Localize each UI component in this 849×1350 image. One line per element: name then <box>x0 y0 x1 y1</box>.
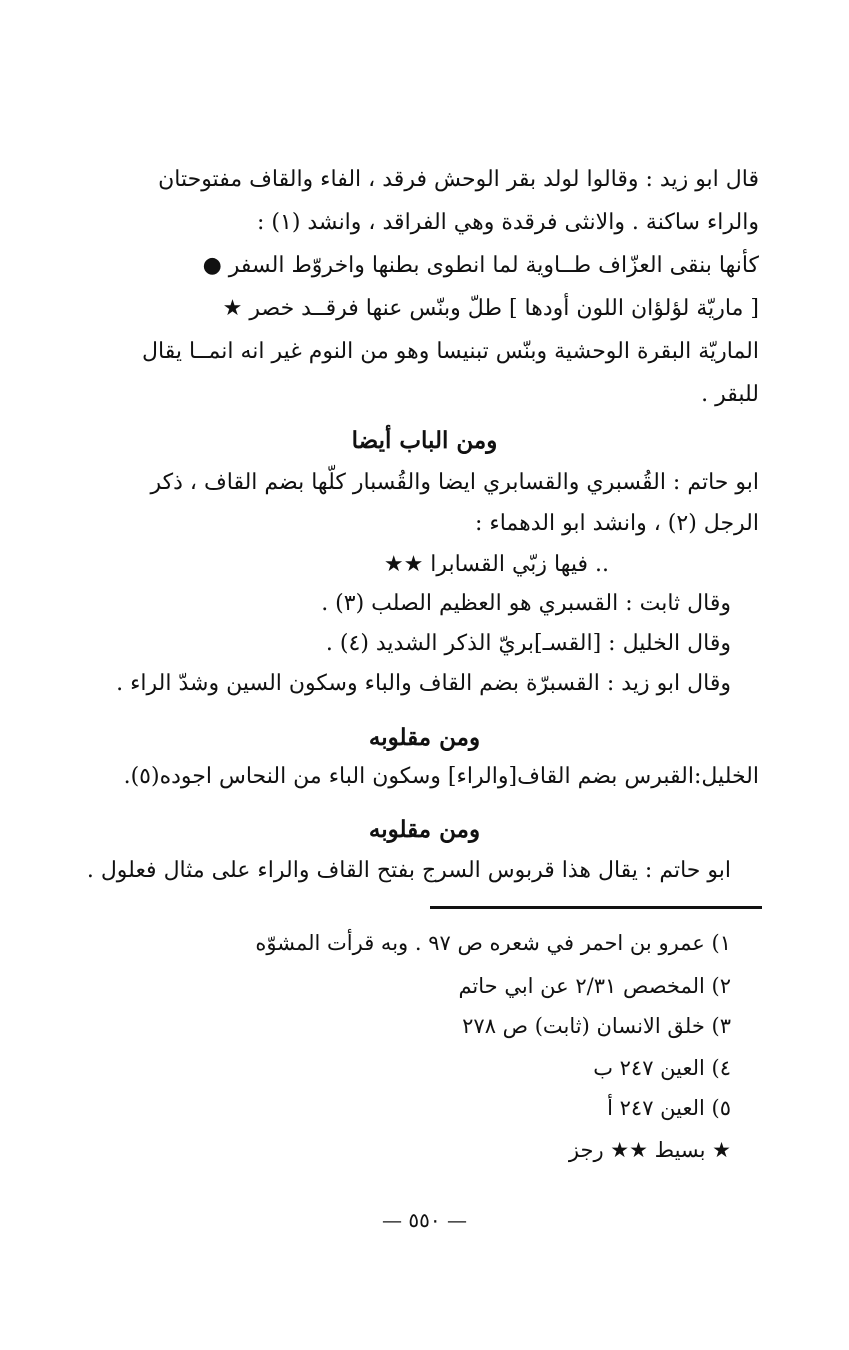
body-line: والراء ساكنة . والانثى فرقدة وهي الفراقد ، وانشد (١) : <box>256 210 759 235</box>
footnote-item: ٣) خلق الانسان (ثابت) ص ٢٧٨ <box>462 1014 731 1038</box>
footnote-legend: ★ بسيط ★★ رجز <box>568 1138 731 1162</box>
section-heading: ومن الباب أيضا <box>351 427 498 454</box>
body-line: قال ابو زيد : وقالوا لولد بقر الوحش فرقد ، الفاء والقاف مفتوحتان <box>158 167 759 192</box>
body-line: الرجل (٢) ، وانشد ابو الدهماء : <box>474 511 759 536</box>
footnote-item: ١) عمرو بن احمر في شعره ص ٩٧ . وبه قرأت المشوّه <box>255 931 731 955</box>
body-line: الخليل:القبرس بضم القاف[والراء] وسكون الباء من النحاس اجوده(٥). <box>123 764 759 789</box>
verse-line: كأنها بنقى العزّاف طــاوية لما انطوى بطنها واخروّط السفر ● <box>202 253 759 278</box>
body-line: وقال الخليل : [القسـ]بريّ الذكر الشديد (٤) . <box>325 631 731 656</box>
body-line: الماريّة البقرة الوحشية وبنّس تبنيسا وهو من النوم غير انه انمــا يقال <box>142 339 759 364</box>
body-line: وقال ثابت : القسبري هو العظيم الصلب (٣) . <box>321 591 731 616</box>
body-line: ابو حاتم : يقال هذا قربوس السرج بفتح القاف والراء على مثال فعلول . <box>86 858 731 883</box>
footnote-item: ٢) المخصص ٢/٣١ عن ابي حاتم <box>458 974 731 998</box>
page-number: — ٥٥٠ — <box>382 1208 467 1232</box>
footnote-item: ٥) العين ٢٤٧ أ <box>607 1096 731 1120</box>
section-heading: ومن مقلوبه <box>368 724 481 751</box>
body-line: وقال ابو زيد : القسبرّة بضم القاف والباء وسكون السين وشدّ الراء . <box>116 671 731 696</box>
body-line: للبقر . <box>701 382 759 407</box>
body-line: ابو حاتم : القُسبري والقسابري ايضا والقُسبار كلّها بضم القاف ، ذكر <box>150 470 759 495</box>
verse-line: [ ماريّة لؤلؤان اللون أودها ] طلّ وبنّس عنها فرقــد خصر ★ <box>222 296 759 321</box>
section-heading: ومن مقلوبه <box>368 816 481 843</box>
footnote-item: ٤) العين ٢٤٧ ب <box>593 1056 731 1080</box>
footnote-divider <box>430 906 762 909</box>
verse-line: .. فيها زبّي القسابرا ★★ <box>383 552 609 577</box>
